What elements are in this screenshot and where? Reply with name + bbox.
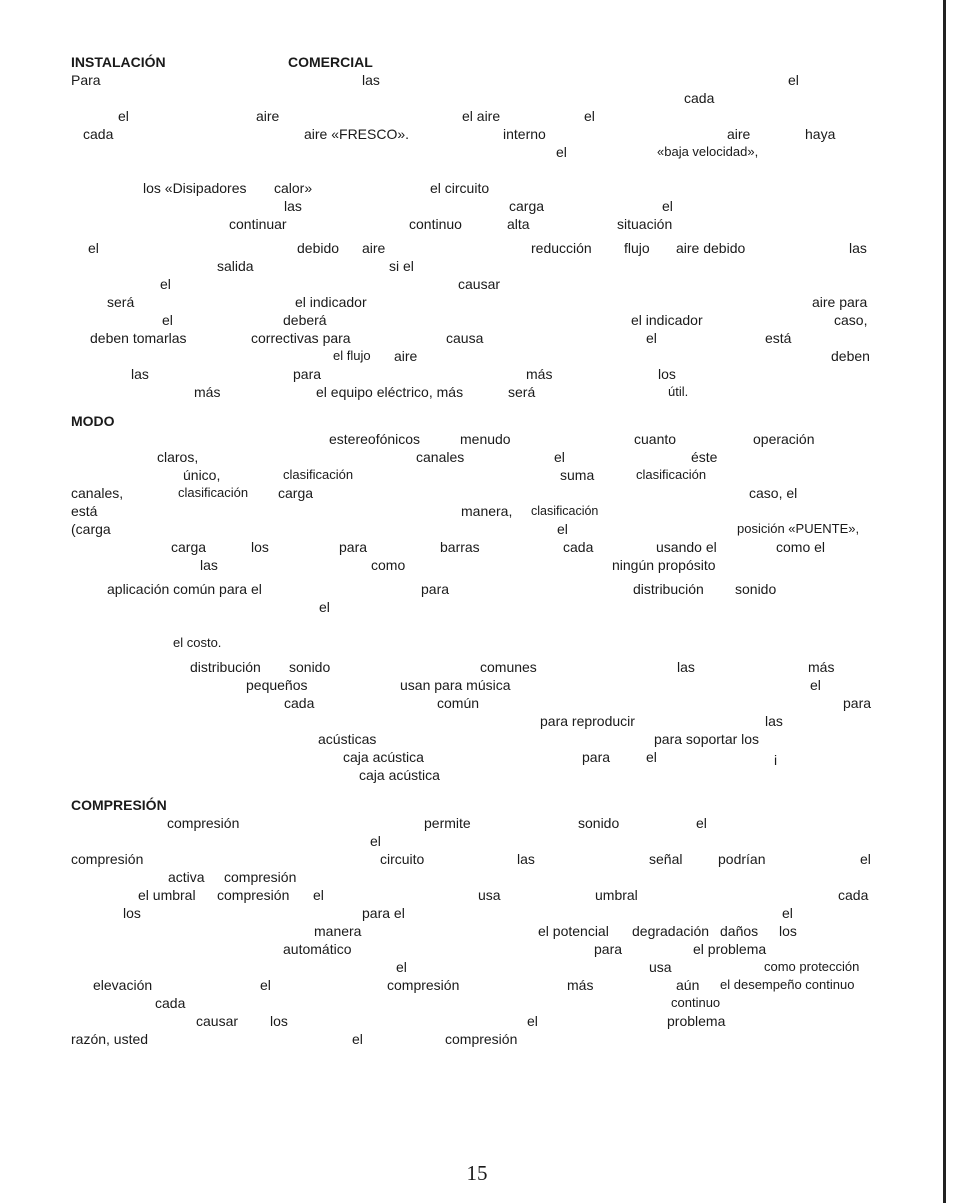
word: continuo xyxy=(671,995,721,1010)
word: elevación xyxy=(93,977,153,993)
word: haya xyxy=(805,126,836,142)
word: carga xyxy=(278,485,314,501)
word: cada xyxy=(155,995,186,1011)
word: para xyxy=(421,581,450,597)
word: flujo xyxy=(624,240,650,256)
word: el xyxy=(352,1031,363,1047)
word: las xyxy=(362,72,380,88)
word: el aire xyxy=(462,108,501,124)
word: aplicación común para el xyxy=(107,581,262,597)
word: el xyxy=(160,276,171,292)
word: el xyxy=(584,108,595,124)
word: deberá xyxy=(283,312,327,328)
word: debido xyxy=(297,240,340,256)
section-heading: COMPRESIÓN xyxy=(71,797,167,813)
word: los xyxy=(270,1013,288,1029)
word: caja acústica xyxy=(343,749,424,765)
word: aire xyxy=(362,240,386,256)
word: correctivas para xyxy=(251,330,351,346)
word: el xyxy=(782,905,793,921)
word: aire xyxy=(727,126,751,142)
word: distribución xyxy=(190,659,261,675)
word: está xyxy=(765,330,792,346)
word: para xyxy=(843,695,872,711)
word: el xyxy=(162,312,173,328)
word: Para xyxy=(71,72,101,88)
word: más xyxy=(194,384,221,400)
word: para xyxy=(339,539,368,555)
word: acústicas xyxy=(318,731,377,747)
word: las xyxy=(200,557,218,573)
word: clasificación xyxy=(636,467,707,482)
word: el xyxy=(88,240,99,256)
word: causar xyxy=(196,1013,239,1029)
word: compresión xyxy=(217,887,290,903)
word: el xyxy=(860,851,871,867)
word: el xyxy=(118,108,129,124)
word: distribución xyxy=(633,581,704,597)
word: los «Disipadores xyxy=(143,180,247,196)
word: está xyxy=(71,503,98,519)
word: cuanto xyxy=(634,431,677,447)
word: canales xyxy=(416,449,465,465)
word: interno xyxy=(503,126,546,142)
word: el xyxy=(319,599,330,615)
word: caja acústica xyxy=(359,767,440,783)
word: los xyxy=(779,923,797,939)
word: como xyxy=(371,557,406,573)
word: más xyxy=(808,659,835,675)
word: para reproducir xyxy=(540,713,635,729)
word: para xyxy=(293,366,322,382)
word: operación xyxy=(753,431,815,447)
word: aire «FRESCO». xyxy=(304,126,410,142)
word: aire xyxy=(256,108,280,124)
section-heading: COMERCIAL xyxy=(288,54,373,70)
word: el xyxy=(788,72,799,88)
word: suma xyxy=(560,467,595,483)
word: calor» xyxy=(274,180,313,196)
word: alta xyxy=(507,216,530,232)
word: compresión xyxy=(167,815,240,831)
word: el equipo eléctrico, más xyxy=(316,384,464,400)
word: ningún propósito xyxy=(612,557,716,573)
word: usando el xyxy=(656,539,717,555)
page-number: 15 xyxy=(466,1161,488,1185)
word: barras xyxy=(440,539,480,555)
word: comunes xyxy=(480,659,537,675)
word: razón, usted xyxy=(71,1031,149,1047)
word: compresión xyxy=(445,1031,518,1047)
word: podrían xyxy=(718,851,766,867)
word: problema xyxy=(667,1013,726,1029)
word: útil. xyxy=(668,384,689,399)
word: menudo xyxy=(460,431,511,447)
word: el umbral xyxy=(138,887,196,903)
section-heading: MODO xyxy=(71,413,115,429)
word: el indicador xyxy=(295,294,367,310)
word: estereofónicos xyxy=(329,431,421,447)
word: para xyxy=(594,941,623,957)
word: «baja velocidad», xyxy=(657,144,759,159)
word: el flujo xyxy=(333,348,371,363)
word: causar xyxy=(458,276,501,292)
word: para xyxy=(582,749,611,765)
word: causa xyxy=(446,330,484,346)
word: si el xyxy=(389,258,414,274)
word: las xyxy=(131,366,149,382)
word: compresión xyxy=(387,977,460,993)
word: deben xyxy=(831,348,870,364)
word: activa xyxy=(168,869,205,885)
word: usan para música xyxy=(400,677,511,693)
word: manera xyxy=(314,923,362,939)
word: aire para xyxy=(812,294,868,310)
word: común xyxy=(437,695,480,711)
word: caso, el xyxy=(749,485,798,501)
word: los xyxy=(251,539,269,555)
word: (carga xyxy=(71,521,111,537)
word: pequeños xyxy=(246,677,308,693)
word: i xyxy=(774,752,778,768)
word: clasificación xyxy=(531,504,599,518)
word: como protección xyxy=(764,959,860,974)
word: automático xyxy=(283,941,352,957)
word: el xyxy=(396,959,407,975)
word: las xyxy=(849,240,867,256)
word: situación xyxy=(617,216,673,232)
word: el xyxy=(370,833,381,849)
word: como el xyxy=(776,539,826,555)
word: el xyxy=(527,1013,538,1029)
word: las xyxy=(517,851,535,867)
word: umbral xyxy=(595,887,638,903)
word: el costo. xyxy=(173,635,222,650)
word: el xyxy=(313,887,324,903)
word: reducción xyxy=(531,240,592,256)
word: claros, xyxy=(157,449,199,465)
word: el xyxy=(646,749,657,765)
word: el indicador xyxy=(631,312,703,328)
word: carga xyxy=(509,198,545,214)
word: cada xyxy=(684,90,715,106)
word: aire debido xyxy=(676,240,746,256)
section-heading: INSTALACIÓN xyxy=(71,54,166,70)
word: los xyxy=(123,905,141,921)
word: el potencial xyxy=(538,923,609,939)
word: usa xyxy=(649,959,672,975)
word: el xyxy=(696,815,707,831)
word: las xyxy=(284,198,302,214)
word: usa xyxy=(478,887,501,903)
word: cada xyxy=(563,539,594,555)
word: cada xyxy=(838,887,869,903)
word: degradación xyxy=(632,923,710,939)
word: el circuito xyxy=(430,180,490,196)
word: el problema xyxy=(693,941,767,957)
word: el xyxy=(260,977,271,993)
word: sonido xyxy=(289,659,331,675)
word: más xyxy=(526,366,553,382)
word: clasificación xyxy=(178,485,249,500)
word: posición «PUENTE», xyxy=(737,521,860,536)
word: cada xyxy=(83,126,114,142)
word: el xyxy=(556,144,567,160)
word: aire xyxy=(394,348,418,364)
word: carga xyxy=(171,539,207,555)
page-edge-line xyxy=(943,0,946,1203)
word: circuito xyxy=(380,851,425,867)
word: compresión xyxy=(224,869,297,885)
word: éste xyxy=(691,449,718,465)
word: el desempeño continuo xyxy=(720,977,855,992)
word: aún xyxy=(676,977,700,993)
word: continuar xyxy=(229,216,287,232)
word: las xyxy=(677,659,695,675)
word: compresión xyxy=(71,851,144,867)
word: para soportar los xyxy=(654,731,760,747)
word: salida xyxy=(217,258,254,274)
word: señal xyxy=(649,851,683,867)
word: único, xyxy=(183,467,221,483)
word: el xyxy=(646,330,657,346)
word: los xyxy=(658,366,676,382)
word: será xyxy=(508,384,536,400)
word: permite xyxy=(424,815,471,831)
word: más xyxy=(567,977,594,993)
word: el xyxy=(554,449,565,465)
word: el xyxy=(557,521,568,537)
word: las xyxy=(765,713,783,729)
word: continuo xyxy=(409,216,462,232)
word: será xyxy=(107,294,135,310)
word: daños xyxy=(720,923,759,939)
word: sonido xyxy=(735,581,777,597)
word: deben tomarlas xyxy=(90,330,187,346)
word: clasificación xyxy=(283,467,354,482)
word: caso, xyxy=(834,312,868,328)
word: cada xyxy=(284,695,315,711)
word: sonido xyxy=(578,815,620,831)
word: canales, xyxy=(71,485,124,501)
word: el xyxy=(810,677,821,693)
word: manera, xyxy=(461,503,513,519)
word: para el xyxy=(362,905,405,921)
word: el xyxy=(662,198,673,214)
